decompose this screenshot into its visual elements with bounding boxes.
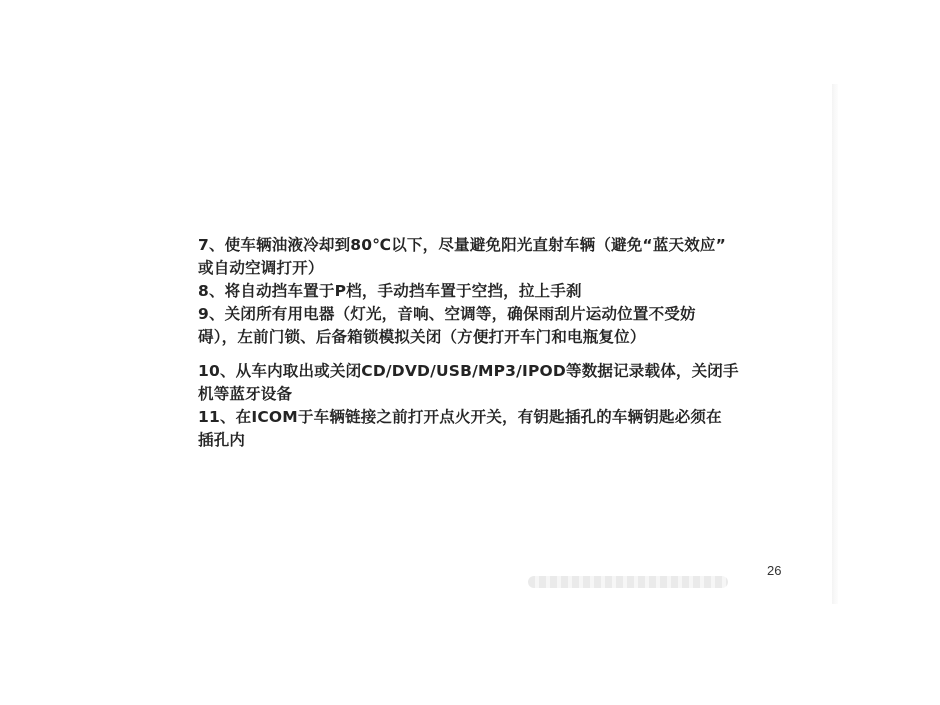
list-item [198, 406, 798, 452]
list-item [198, 360, 798, 406]
item-9-line-1: 9、关闭所有用电器（灯光，音响、空调等，确保雨刮片运动位置不受妨 [198, 305, 696, 323]
item-10-line-2: 机等蓝牙设备 [198, 385, 293, 403]
page-number: 26 [767, 563, 782, 578]
list-item [198, 280, 798, 303]
item-11-line-2: 插孔内 [198, 431, 246, 449]
instruction-list [198, 234, 798, 452]
item-9-line-2: 碍），左前门锁、后备箱锁模拟关闭（方便打开车门和电瓶复位） [198, 328, 646, 346]
list-item [198, 303, 798, 349]
item-8-line-1: 8、将自动挡车置于P档，手动挡车置于空挡，拉上手刹 [198, 282, 582, 300]
item-10-line-1: 10、从车内取出或关闭CD/DVD/USB/MP3/IPOD等数据记录载体，关闭手 [198, 362, 739, 380]
list-item [198, 234, 798, 280]
page-edge [832, 84, 838, 604]
scan-artifact [528, 576, 728, 588]
item-7-line-1: 7、使车辆油液冷却到80℃以下，尽量避免阳光直射车辆（避免“蓝天效应” [198, 236, 727, 254]
item-11-line-1: 11、在ICOM于车辆链接之前打开点火开关，有钥匙插孔的车辆钥匙必须在 [198, 408, 722, 426]
item-7-line-2: 或自动空调打开） [198, 259, 324, 277]
